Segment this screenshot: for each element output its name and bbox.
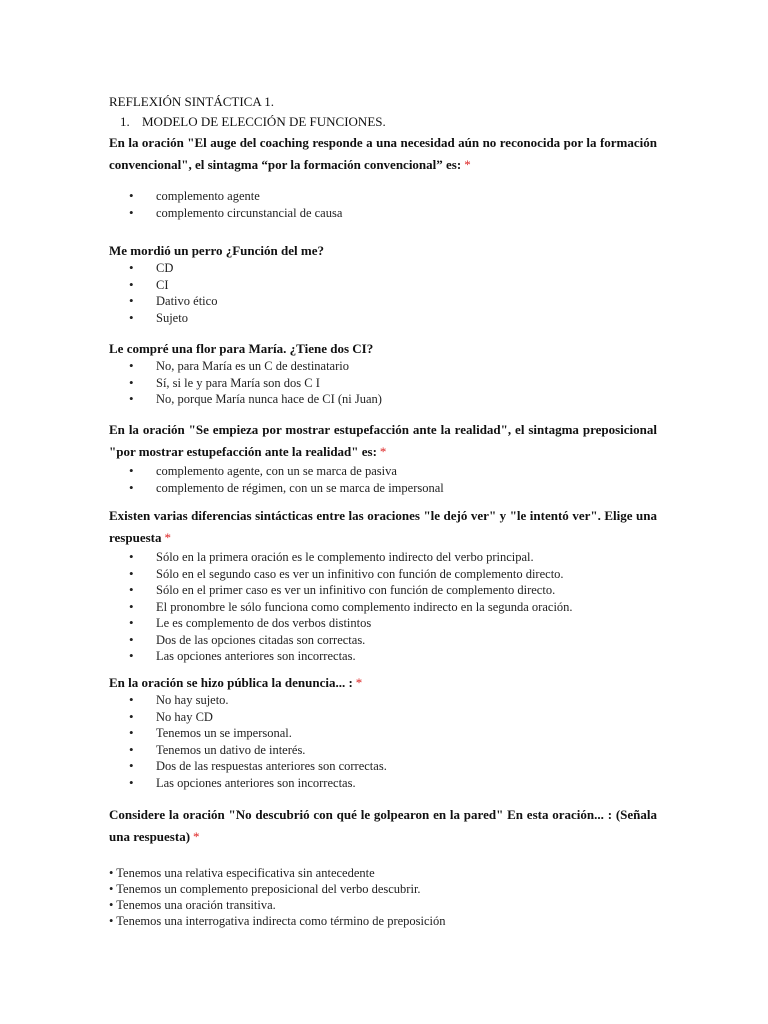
required-asterisk: * bbox=[164, 530, 171, 545]
bullet-icon: • bbox=[129, 648, 134, 663]
bullet-icon: • bbox=[129, 374, 134, 390]
question-3 bbox=[109, 340, 657, 408]
option-item[interactable]: • Tenemos una oración transitiva. bbox=[109, 898, 276, 912]
option-list bbox=[109, 549, 657, 665]
question-1 bbox=[109, 132, 657, 221]
required-asterisk: * bbox=[355, 675, 363, 690]
bullet-icon: • bbox=[129, 708, 134, 724]
bullet-icon: • bbox=[109, 898, 114, 912]
option-item[interactable]: • Sólo en el segundo caso es ver un infinitivo con función de complemento directo. bbox=[129, 565, 564, 581]
question-text: Considere la oración "No descubrió con qué le golpearon en la pared" En esta oración... : (Señala una respuesta) * bbox=[109, 807, 657, 844]
option-list bbox=[109, 463, 657, 496]
option-item[interactable]: • Tenemos un dativo de interés. bbox=[129, 741, 306, 757]
question-7 bbox=[109, 804, 657, 929]
question-text: En la oración "El auge del coaching responde a una necesidad aún no reconocida por la formación convencional", el sintagma “por la formación convencional” es: * bbox=[109, 135, 657, 172]
bullet-icon: • bbox=[129, 358, 134, 373]
bullet-icon: • bbox=[129, 479, 134, 495]
bullet-icon: • bbox=[129, 582, 134, 597]
option-item[interactable]: • No hay CD bbox=[129, 708, 213, 724]
option-item[interactable]: • Dos de las opciones citadas son correctas. bbox=[129, 631, 366, 647]
bullet-icon: • bbox=[129, 598, 134, 614]
required-asterisk: * bbox=[193, 829, 200, 844]
bullet-icon: • bbox=[129, 774, 134, 790]
document-title: REFLEXIÓN SINTÁCTICA 1. bbox=[109, 94, 275, 109]
option-item[interactable]: • No, para María es un C de destinatario bbox=[129, 358, 349, 373]
bullet-icon: • bbox=[129, 309, 134, 325]
bullet-icon: • bbox=[129, 549, 134, 564]
document-header bbox=[109, 94, 657, 130]
option-item[interactable]: • complemento agente, con un se marca de pasiva bbox=[129, 463, 397, 478]
section-title: MODELO DE ELECCIÓN DE FUNCIONES. bbox=[142, 114, 386, 129]
question-5 bbox=[109, 505, 657, 665]
option-item[interactable]: • CD bbox=[129, 260, 174, 275]
question-6 bbox=[109, 674, 657, 791]
bullet-icon: • bbox=[129, 758, 134, 773]
bullet-icon: • bbox=[129, 565, 134, 581]
bullet-icon: • bbox=[129, 188, 134, 203]
bullet-icon: • bbox=[129, 741, 134, 757]
bullet-icon: • bbox=[129, 204, 134, 220]
required-asterisk: * bbox=[464, 157, 471, 172]
bullet-icon: • bbox=[129, 391, 134, 406]
option-item[interactable]: • Dos de las respuestas anteriores son correctas. bbox=[129, 758, 387, 773]
option-item[interactable]: • No hay sujeto. bbox=[129, 692, 229, 707]
question-text: En la oración "Se empieza por mostrar estupefacción ante la realidad", el sintagma preposicional "por mostrar estupefacción ante la realidad" es: * bbox=[109, 422, 657, 459]
option-list bbox=[109, 358, 657, 408]
option-list bbox=[109, 692, 657, 791]
option-list bbox=[109, 188, 657, 221]
bullet-icon: • bbox=[129, 725, 134, 740]
bullet-icon: • bbox=[129, 631, 134, 647]
option-item[interactable]: • Dativo ético bbox=[129, 293, 218, 308]
option-item[interactable]: • Sí, si le y para María son dos C I bbox=[129, 374, 320, 390]
question-text: Le compré una flor para María. ¿Tiene dos CI? bbox=[109, 341, 374, 356]
bullet-icon: • bbox=[129, 692, 134, 707]
bullet-icon: • bbox=[129, 615, 134, 630]
option-list bbox=[109, 865, 657, 929]
question-text: Me mordió un perro ¿Función del me? bbox=[109, 243, 324, 258]
bullet-icon: • bbox=[109, 882, 114, 896]
option-item[interactable]: • complemento de régimen, con un se marca de impersonal bbox=[129, 479, 444, 495]
option-item[interactable]: • El pronombre le sólo funciona como complemento indirecto en la segunda oración. bbox=[129, 598, 573, 614]
option-item[interactable]: • Las opciones anteriores son incorrectas. bbox=[129, 648, 356, 663]
bullet-icon: • bbox=[129, 276, 134, 292]
option-item[interactable]: • Sujeto bbox=[129, 309, 188, 325]
option-item[interactable]: • Tenemos una interrogativa indirecta como término de preposición bbox=[109, 914, 446, 928]
section-heading bbox=[109, 114, 657, 130]
option-list bbox=[109, 260, 657, 326]
section-number: 1. bbox=[120, 114, 130, 129]
option-item[interactable]: • No, porque María nunca hace de CI (ni Juan) bbox=[129, 391, 382, 406]
bullet-icon: • bbox=[129, 293, 134, 308]
bullet-icon: • bbox=[129, 463, 134, 478]
question-4 bbox=[109, 419, 657, 496]
bullet-icon: • bbox=[129, 260, 134, 275]
required-asterisk: * bbox=[379, 444, 387, 459]
option-item[interactable]: • Tenemos un complemento preposicional del verbo descubrir. bbox=[109, 882, 421, 896]
question-2 bbox=[109, 242, 657, 326]
option-item[interactable]: • complemento agente bbox=[129, 188, 260, 203]
option-item[interactable]: • Las opciones anteriores son incorrectas. bbox=[129, 774, 356, 790]
bullet-icon: • bbox=[109, 866, 114, 880]
option-item[interactable]: • Tenemos un se impersonal. bbox=[129, 725, 292, 740]
question-text: En la oración se hizo pública la denuncia... : * bbox=[109, 675, 363, 690]
option-item[interactable]: • Tenemos una relativa especificativa sin antecedente bbox=[109, 866, 375, 880]
option-item[interactable]: • complemento circunstancial de causa bbox=[129, 204, 343, 220]
bullet-icon: • bbox=[109, 914, 114, 928]
option-item[interactable]: • Sólo en el primer caso es ver un infinitivo con función de complemento directo. bbox=[129, 582, 556, 597]
option-item[interactable]: • CI bbox=[129, 276, 169, 292]
question-text: Existen varias diferencias sintácticas entre las oraciones "le dejó ver" y "le intentó ver". Elige una respuesta * bbox=[109, 508, 657, 545]
option-item[interactable]: • Sólo en la primera oración es le complemento indirecto del verbo principal. bbox=[129, 549, 534, 564]
option-item[interactable]: • Le es complemento de dos verbos distintos bbox=[129, 615, 372, 630]
